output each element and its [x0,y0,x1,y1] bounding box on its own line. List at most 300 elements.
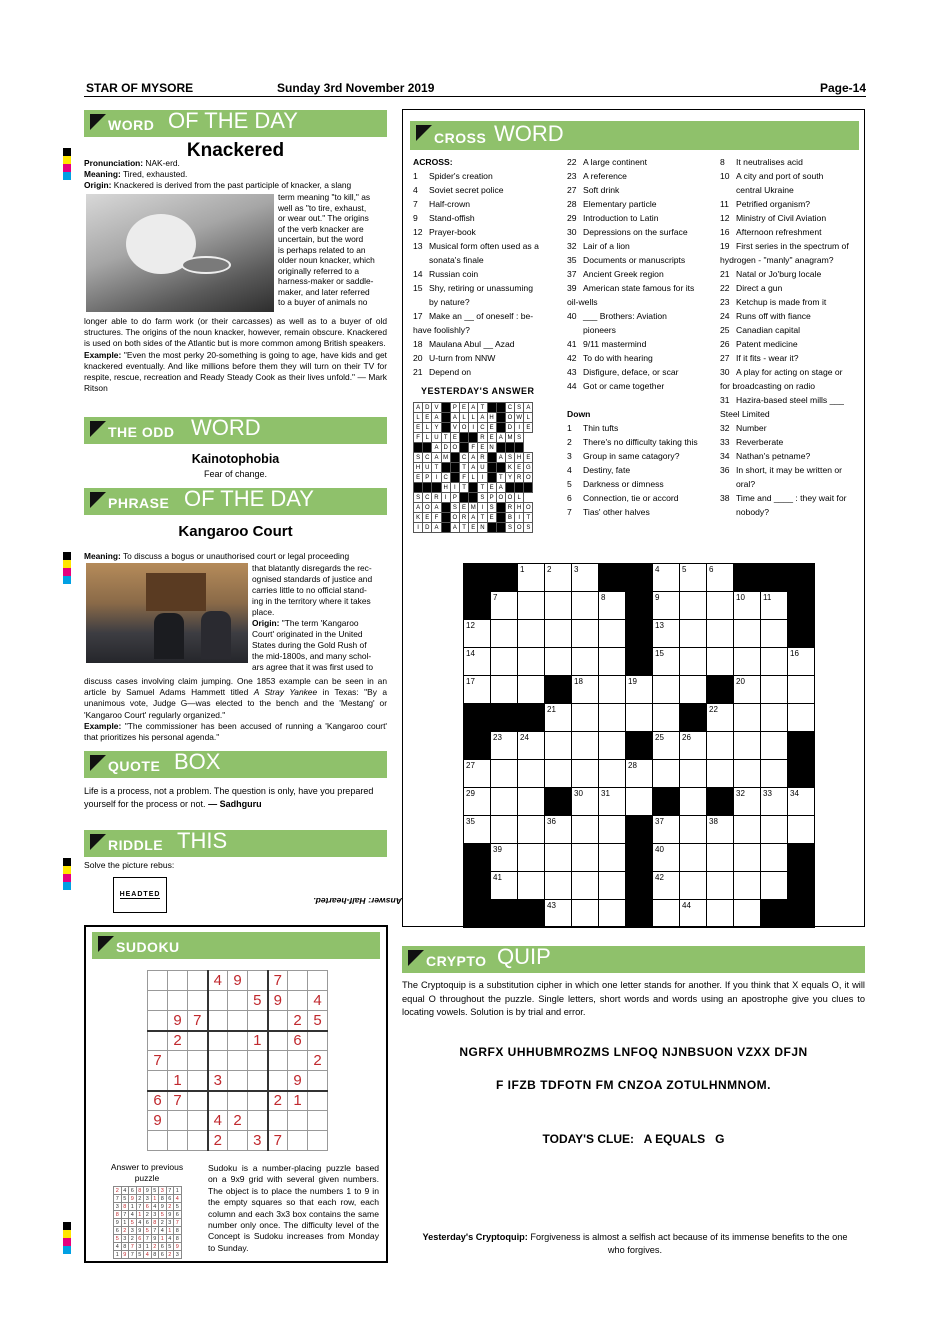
grid-cell[interactable]: 27 [464,760,491,788]
grid-cell[interactable] [734,816,761,844]
grid-cell[interactable] [572,704,599,732]
clue-item [720,183,849,197]
clue-text: Maulana Abul __ Azad [429,339,515,349]
grid-cell[interactable]: 5 [680,564,707,592]
grid-cell[interactable]: 15 [653,648,680,676]
clue-text: American state famous for its [583,283,695,293]
grid-cell[interactable] [599,648,626,676]
clue-number: 11 [720,199,729,209]
sudoku-cell[interactable] [188,1031,208,1051]
clue-text: Ketchup is made from it [736,297,827,307]
sudoku-cell[interactable]: 3 [248,1131,268,1151]
clue-number: 43 [567,367,577,377]
grid-cell[interactable] [545,648,572,676]
black-square [788,592,815,620]
banner-label-small: SUDOKU [116,939,180,955]
grid-cell[interactable]: 2 [545,564,572,592]
sudoku-cell[interactable] [308,1111,328,1131]
grid-cell[interactable] [545,844,572,872]
sudoku-cell[interactable]: 5 [308,1011,328,1031]
grid-cell[interactable] [788,704,815,732]
sudoku-cell[interactable]: 2 [208,1131,228,1151]
answer-cell: O [524,473,533,483]
answer-cell: S [515,433,524,443]
grid-cell[interactable]: 25 [653,732,680,760]
sudoku-grid[interactable] [147,970,328,1151]
sudoku-cell[interactable]: 5 [248,991,268,1011]
answer-cell: T [478,403,487,413]
sudoku-cell[interactable] [268,1071,288,1091]
sudoku-cell[interactable] [148,991,168,1011]
grid-cell[interactable]: 36 [545,816,572,844]
sudoku-cell[interactable] [188,1051,208,1071]
black-square [626,816,653,844]
grid-cell[interactable] [761,620,788,648]
grid-cell[interactable] [518,872,545,900]
grid-cell[interactable] [572,872,599,900]
grid-cell[interactable] [599,900,626,928]
grid-cell[interactable] [599,816,626,844]
grid-cell[interactable] [761,676,788,704]
grid-cell[interactable] [545,872,572,900]
grid-cell[interactable] [680,816,707,844]
grid-cell[interactable] [734,900,761,928]
black-square [788,564,815,592]
sudoku-cell[interactable] [308,971,328,991]
grid-cell[interactable] [734,648,761,676]
grid-cell[interactable] [707,620,734,648]
black-square [788,620,815,648]
grid-cell[interactable]: 6 [707,564,734,592]
grid-cell[interactable] [518,592,545,620]
black-square [464,900,491,928]
sudoku-cell[interactable]: 7 [268,971,288,991]
clue-item [720,505,849,519]
clue-text: 9/11 mastermind [583,339,647,349]
sudoku-cell[interactable]: 2 [308,1051,328,1071]
grid-cell[interactable] [599,844,626,872]
sudoku-cell[interactable]: 1 [168,1071,188,1091]
grid-cell[interactable] [518,760,545,788]
sudoku-cell[interactable] [248,1111,268,1131]
answer-cell: 5 [114,1235,122,1243]
grid-cell[interactable] [572,844,599,872]
sudoku-cell[interactable]: 9 [268,991,288,1011]
grid-cell[interactable] [491,676,518,704]
grid-cell[interactable] [491,648,518,676]
sudoku-cell[interactable] [228,1071,248,1091]
clue-number: 12 [720,213,730,223]
grid-cell[interactable]: 35 [464,816,491,844]
sudoku-cell[interactable] [188,1071,208,1091]
sudoku-cell[interactable]: 9 [288,1071,308,1091]
black-square [496,443,505,453]
answer-cell: L [459,413,468,423]
grid-cell[interactable] [599,760,626,788]
grid-cell[interactable] [734,760,761,788]
grid-cell[interactable] [761,816,788,844]
sudoku-cell[interactable]: 4 [308,991,328,1011]
sudoku-cell[interactable] [168,1051,188,1071]
black-square [441,513,450,523]
grid-cell[interactable] [734,732,761,760]
grid-cell[interactable] [707,872,734,900]
grid-cell[interactable]: 34 [788,788,815,816]
sudoku-cell[interactable] [288,971,308,991]
grid-cell[interactable] [761,872,788,900]
grid-cell[interactable]: 3 [572,564,599,592]
grid-cell[interactable] [518,844,545,872]
sudoku-cell[interactable] [188,1131,208,1151]
text-line: maker, and later referred [278,286,370,297]
sudoku-cell[interactable] [188,971,208,991]
sudoku-cell[interactable]: 7 [148,1051,168,1071]
grid-cell[interactable] [707,592,734,620]
grid-cell[interactable] [599,872,626,900]
clue-item [413,281,539,295]
grid-cell[interactable]: 29 [464,788,491,816]
grid-cell[interactable] [680,676,707,704]
grid-cell[interactable]: 40 [653,844,680,872]
sudoku-cell[interactable] [248,1091,268,1111]
sudoku-cell[interactable]: 2 [268,1091,288,1111]
black-square [432,483,441,493]
black-square [626,732,653,760]
clue-text: Prayer-book [429,227,476,237]
grid-cell[interactable] [680,760,707,788]
answer-cell: 4 [114,1243,122,1251]
sudoku-cell[interactable]: 9 [228,971,248,991]
clue-text: There's no difficulty taking this [583,437,698,447]
clue-text: Russian coin [429,269,479,279]
grid-cell[interactable] [518,620,545,648]
grid-cell[interactable]: 26 [680,732,707,760]
clue-item [567,281,694,295]
grid-cell[interactable] [680,872,707,900]
grid-cell[interactable] [545,592,572,620]
grid-cell[interactable] [734,844,761,872]
grid-cell[interactable] [761,732,788,760]
answer-cell: 5 [144,1227,152,1235]
page-number: Page-14 [819,81,866,95]
sudoku-cell[interactable] [228,1131,248,1151]
sudoku-cell[interactable]: 1 [288,1091,308,1111]
sudoku-cell[interactable] [148,1131,168,1151]
sudoku-cell[interactable] [248,971,268,991]
grid-cell[interactable] [761,844,788,872]
clue-item [720,379,849,393]
answer-cell: A [414,503,423,513]
grid-cell[interactable] [518,788,545,816]
grid-cell[interactable] [491,816,518,844]
grid-cell[interactable]: 12 [464,620,491,648]
corner-mark-icon [90,834,106,850]
grid-cell[interactable] [680,844,707,872]
sudoku-cell[interactable]: 2 [228,1111,248,1131]
grid-cell[interactable] [680,648,707,676]
grid-cell[interactable]: 21 [545,704,572,732]
black-square [487,463,496,473]
grid-cell[interactable] [599,620,626,648]
sudoku-cell[interactable] [208,991,228,1011]
sudoku-cell[interactable] [308,1091,328,1111]
sudoku-cell[interactable] [308,1071,328,1091]
grid-cell[interactable]: 19 [626,676,653,704]
sudoku-cell[interactable] [148,1011,168,1031]
sudoku-cell[interactable] [288,991,308,1011]
sudoku-cell[interactable] [268,1051,288,1071]
grid-cell[interactable]: 4 [653,564,680,592]
sudoku-cell[interactable]: 6 [288,1031,308,1051]
answer-cell: 9 [114,1219,122,1227]
sudoku-cell[interactable] [248,1051,268,1071]
grid-cell[interactable]: 14 [464,648,491,676]
grid-cell[interactable]: 7 [491,592,518,620]
grid-cell[interactable]: 32 [734,788,761,816]
grid-cell[interactable] [572,620,599,648]
grid-cell[interactable]: 13 [653,620,680,648]
sudoku-cell[interactable] [288,1131,308,1151]
clue-item [567,477,698,491]
clue-number: 32 [720,423,730,433]
clue-number: 9 [413,213,418,223]
grid-cell[interactable] [599,676,626,704]
sudoku-cell[interactable] [288,1051,308,1071]
grid-cell[interactable]: 17 [464,676,491,704]
text-line: or wear out." The origins [278,213,369,223]
grid-cell[interactable] [518,676,545,704]
grid-cell[interactable] [599,704,626,732]
corner-mark-icon [90,114,106,130]
black-square [788,760,815,788]
answer-cell: 8 [174,1235,182,1243]
clue-item [567,267,694,281]
grid-cell[interactable] [734,704,761,732]
sudoku-cell[interactable] [308,1031,328,1051]
grid-cell[interactable]: 41 [491,872,518,900]
answer-cell: 9 [136,1227,144,1235]
sudoku-cell[interactable]: 7 [268,1131,288,1151]
clue-item [413,365,539,379]
sudoku-cell[interactable] [148,971,168,991]
grid-cell[interactable] [761,704,788,732]
answer-cell: 2 [166,1251,174,1259]
grid-cell[interactable] [680,592,707,620]
answer-cell: M [505,433,514,443]
black-square [441,403,450,413]
sudoku-cell[interactable] [148,1071,168,1091]
grid-cell[interactable] [653,676,680,704]
grid-cell[interactable] [707,900,734,928]
sudoku-cell[interactable] [228,991,248,1011]
grid-cell[interactable] [545,732,572,760]
grid-cell[interactable] [518,816,545,844]
clue-item [413,295,539,309]
answer-cell: 1 [121,1219,129,1227]
grid-cell[interactable]: 31 [599,788,626,816]
grid-cell[interactable] [707,760,734,788]
answer-cell: 6 [159,1243,167,1251]
grid-cell[interactable]: 8 [599,592,626,620]
sudoku-cell[interactable] [228,1091,248,1111]
grid-cell[interactable] [572,900,599,928]
clue-text: U-turn from NNW [429,353,496,363]
grid-cell[interactable]: 24 [518,732,545,760]
grid-cell[interactable]: 20 [734,676,761,704]
clue-text: Runs off with fiance [736,311,811,321]
sudoku-cell[interactable]: 6 [148,1091,168,1111]
sudoku-cell[interactable]: 7 [188,1011,208,1031]
clue-number: 19 [720,241,730,251]
grid-cell[interactable] [545,760,572,788]
grid-cell[interactable] [626,704,653,732]
sudoku-cell[interactable] [268,1111,288,1131]
grid-cell[interactable]: 43 [545,900,572,928]
cipher-line-2: F IFZB TDFOTN FM CNZOA ZOTULHNMNOM. [495,1078,771,1092]
crossword-grid[interactable] [463,563,815,928]
answer-cell: E [524,423,533,433]
sudoku-cell[interactable]: 3 [208,1071,228,1091]
sudoku-cell[interactable]: 2 [168,1031,188,1051]
sudoku-cell[interactable] [168,1111,188,1131]
clue-number: 28 [567,199,577,209]
sudoku-cell[interactable] [168,971,188,991]
grid-cell[interactable] [518,648,545,676]
grid-cell[interactable] [680,788,707,816]
sudoku-cell[interactable] [188,991,208,1011]
black-square [464,732,491,760]
grid-cell[interactable] [545,620,572,648]
grid-cell[interactable]: 23 [491,732,518,760]
grid-cell[interactable]: 28 [626,760,653,788]
sudoku-cell[interactable] [228,1051,248,1071]
clue-text: In short, it may be written or [736,465,843,475]
sudoku-cell[interactable]: 2 [288,1011,308,1031]
article-title: A Stray Yankee [253,687,318,698]
grid-cell[interactable] [707,844,734,872]
grid-cell[interactable] [707,648,734,676]
answer-cell: E [524,453,533,463]
answer-cell: A [469,453,478,463]
clue-number: 21 [720,269,730,279]
answer-cell: I [478,473,487,483]
sudoku-cell[interactable] [268,1011,288,1031]
text-line: "The term 'Kangaroo [281,618,359,628]
grid-cell[interactable]: 30 [572,788,599,816]
sudoku-cell[interactable] [168,1131,188,1151]
clue-number: 24 [720,311,730,321]
sudoku-cell[interactable] [188,1091,208,1111]
sudoku-cell[interactable]: 9 [168,1011,188,1031]
sudoku-cell[interactable] [208,1091,228,1111]
sudoku-cell[interactable] [168,991,188,1011]
grid-cell[interactable] [653,704,680,732]
sudoku-cell[interactable] [248,1011,268,1031]
sudoku-cell[interactable] [288,1111,308,1131]
text-line: is perhaps related to an [278,244,366,255]
sudoku-cell[interactable] [208,1011,228,1031]
grid-cell[interactable]: 38 [707,816,734,844]
answer-cell: N [478,523,487,533]
sudoku-cell[interactable] [248,1071,268,1091]
sudoku-cell[interactable] [228,1011,248,1031]
sudoku-cell[interactable] [148,1031,168,1051]
grid-cell[interactable]: 22 [707,704,734,732]
grid-cell[interactable]: 44 [680,900,707,928]
grid-cell[interactable]: 37 [653,816,680,844]
grid-cell[interactable] [680,620,707,648]
grid-cell[interactable]: 1 [518,564,545,592]
sudoku-cell[interactable]: 4 [208,1111,228,1131]
clue-item [720,323,849,337]
grid-cell[interactable] [788,676,815,704]
grid-cell[interactable] [572,760,599,788]
grid-cell[interactable] [707,732,734,760]
grid-cell[interactable]: 18 [572,676,599,704]
grid-cell[interactable] [491,788,518,816]
grid-cell[interactable]: 10 [734,592,761,620]
sudoku-cell[interactable]: 4 [208,971,228,991]
sudoku-cell[interactable]: 1 [248,1031,268,1051]
sudoku-cell[interactable] [228,1031,248,1051]
grid-cell[interactable] [572,732,599,760]
answer-cell: O [515,523,524,533]
clue-text: nobody? [736,507,769,517]
grid-cell[interactable] [572,592,599,620]
grid-cell[interactable] [788,816,815,844]
grid-cell[interactable]: 33 [761,788,788,816]
clue-text: Tias' other halves [583,507,650,517]
grid-cell[interactable] [734,620,761,648]
answer-cell: 5 [174,1203,182,1211]
grid-cell[interactable]: 42 [653,872,680,900]
grid-cell[interactable]: 11 [761,592,788,620]
sudoku-cell[interactable]: 9 [148,1111,168,1131]
grid-cell[interactable] [491,760,518,788]
odd-word-title: Kainotophobia [191,452,280,466]
sudoku-cell[interactable]: 7 [168,1091,188,1111]
clue-item [720,421,849,435]
grid-cell[interactable] [491,620,518,648]
sudoku-cell[interactable] [308,1131,328,1151]
grid-cell[interactable]: 39 [491,844,518,872]
sudoku-cell[interactable] [268,1031,288,1051]
grid-cell[interactable] [734,872,761,900]
answer-cell: 7 [166,1187,174,1195]
grid-cell[interactable]: 16 [788,648,815,676]
grid-cell[interactable] [653,760,680,788]
answer-cell: 4 [144,1251,152,1259]
clue-item [720,309,849,323]
clue-number: 15 [413,283,423,293]
grid-cell[interactable] [626,788,653,816]
sudoku-cell[interactable] [208,1031,228,1051]
grid-cell[interactable] [572,816,599,844]
answer-cell: A [432,503,441,513]
black-square [761,564,788,592]
grid-cell[interactable] [761,760,788,788]
grid-cell[interactable] [572,648,599,676]
sudoku-cell[interactable] [208,1051,228,1071]
grid-cell[interactable] [653,900,680,928]
grid-cell[interactable] [599,732,626,760]
grid-cell[interactable] [761,648,788,676]
grid-cell[interactable]: 9 [653,592,680,620]
sudoku-cell[interactable] [188,1111,208,1131]
answer-cell: T [459,483,468,493]
clue-text: It neutralises acid [736,157,803,167]
clue-item [413,239,539,253]
